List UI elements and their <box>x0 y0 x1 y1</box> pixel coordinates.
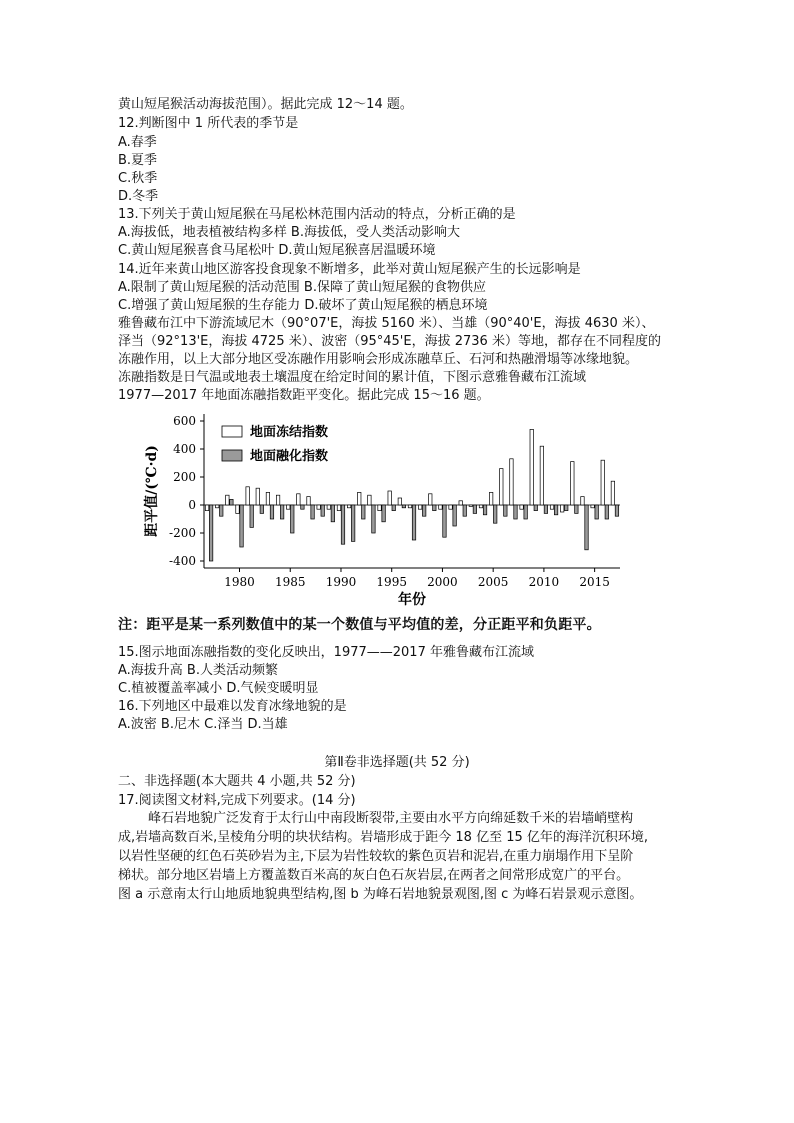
freeze-thaw-chart <box>140 408 630 606</box>
freeze-index-bar <box>520 505 523 509</box>
thaw-index-bar <box>341 505 344 544</box>
passage-line: 1977—2017 年地面冻融指数距平变化。据此完成 15～16 题。 <box>118 388 490 403</box>
thaw-index-bar <box>270 505 273 519</box>
legend-swatch-freeze <box>222 426 242 437</box>
x-axis-label: 年份 <box>398 592 426 606</box>
thaw-index-bar <box>372 505 375 533</box>
freeze-index-bar <box>388 491 391 505</box>
thaw-index-bar <box>209 505 212 561</box>
freeze-index-bar <box>378 505 381 511</box>
x-tick-label: 2015 <box>579 575 610 589</box>
thaw-index-bar <box>544 505 547 513</box>
freeze-index-bar <box>469 505 472 506</box>
thaw-index-bar <box>493 505 496 523</box>
legend-label: 地面冻结指数 <box>250 425 329 440</box>
thaw-index-bar <box>483 505 486 515</box>
question-17: 17.阅读图文材料,完成下列要求。(14 分) <box>118 793 356 808</box>
freeze-index-bar <box>398 498 401 505</box>
thaw-index-bar <box>514 505 517 519</box>
freeze-index-bar <box>226 495 229 505</box>
options-14-ab: A.限制了黄山短尾猴的活动范围 B.保障了黄山短尾猴的食物供应 <box>118 280 486 295</box>
freeze-index-bar <box>205 505 208 511</box>
thaw-index-bar <box>321 505 324 516</box>
x-tick-label: 1985 <box>274 575 306 589</box>
y-tick-label: -200 <box>169 526 196 540</box>
freeze-index-bar <box>317 505 320 509</box>
x-tick-label: 1980 <box>224 575 255 589</box>
freeze-index-bar <box>439 505 442 509</box>
thaw-index-bar <box>534 505 537 511</box>
freeze-index-bar <box>571 462 574 505</box>
freeze-index-bar <box>540 446 543 505</box>
freeze-index-bar <box>358 492 361 505</box>
option-b: B.夏季 <box>118 153 158 168</box>
freeze-index-bar <box>266 492 269 505</box>
freeze-index-bar <box>550 505 553 509</box>
thaw-index-bar <box>382 505 385 522</box>
thaw-index-bar <box>585 505 588 550</box>
passage-line: 泽当（92°13'E，海拔 4725 米）、波密（95°45'E，海拔 2736 米）等地，都存在不同程度的 <box>118 334 661 349</box>
thaw-index-bar <box>433 505 436 511</box>
freeze-index-bar <box>429 494 432 505</box>
freeze-index-bar <box>611 481 614 505</box>
options-16: A.波密 B.尼木 C.泽当 D.当雄 <box>118 717 288 732</box>
options-15-ab: A.海拔升高 B.人类活动频繁 <box>118 663 278 678</box>
thaw-index-bar <box>291 505 294 533</box>
thaw-index-bar <box>412 505 415 540</box>
y-tick-label: -400 <box>169 554 196 568</box>
y-tick-label: 200 <box>173 470 196 484</box>
x-tick-label: 2010 <box>528 575 560 589</box>
y-tick-label: 600 <box>173 414 196 428</box>
freeze-index-bar <box>256 488 259 505</box>
thaw-index-bar <box>362 505 365 519</box>
thaw-index-bar <box>554 505 557 515</box>
passage-line: 冻融作用，以上大部分地区受冻融作用影响会形成冻融草丘、石河和热融滑塌等冰缘地貌。 <box>118 352 639 367</box>
freeze-index-bar <box>560 505 563 512</box>
thaw-index-bar <box>564 505 567 511</box>
question-14: 14.近年来黄山地区游客投食现象不断增多，此举对黄山短尾猴产生的长远影响是 <box>118 262 581 277</box>
thaw-index-bar <box>402 505 405 508</box>
options-15-cd: C.植被覆盖率减小 D.气候变暖明显 <box>118 681 319 696</box>
freeze-index-bar <box>327 505 330 509</box>
thaw-index-bar <box>250 505 253 527</box>
section-heading: 二、非选择题(本大题共 4 小题,共 52 分) <box>118 774 356 789</box>
freeze-index-bar <box>418 505 421 509</box>
freeze-index-bar <box>286 505 289 509</box>
options-14-cd: C.增强了黄山短尾猴的生存能力 D.破坏了黄山短尾猴的栖息环境 <box>118 298 488 313</box>
freeze-index-bar <box>307 497 310 505</box>
thaw-index-bar <box>524 505 527 519</box>
thaw-index-bar <box>605 505 608 519</box>
thaw-index-bar <box>443 505 446 537</box>
freeze-index-bar <box>337 505 340 511</box>
paragraph-line: 以岩性坚硬的红色石英砂岩为主,下层为岩性较软的紫色页岩和泥岩,在重力崩塌作用下呈阶 <box>118 849 634 864</box>
freeze-index-bar <box>479 505 482 508</box>
x-tick-label: 2005 <box>477 575 509 589</box>
thaw-index-bar <box>240 505 243 547</box>
freeze-index-bar <box>246 487 249 505</box>
option-a: A.春季 <box>118 135 157 150</box>
passage-line: 雅鲁藏布江中下游流域尼木（90°07'E，海拔 5160 米）、当雄（90°40'E，海拔 4630 米）、 <box>118 316 655 331</box>
x-tick-label: 2000 <box>427 575 458 589</box>
x-tick-label: 1995 <box>376 575 407 589</box>
thaw-index-bar <box>615 505 618 516</box>
question-13: 13.下列关于黄山短尾猴在马尾松林范围内活动的特点，分析正确的是 <box>118 207 516 222</box>
legend-label: 地面融化指数 <box>250 449 329 464</box>
thaw-index-bar <box>463 505 466 516</box>
thaw-index-bar <box>595 505 598 519</box>
freeze-index-bar <box>601 460 604 505</box>
option-c: C.秋季 <box>118 171 158 186</box>
thaw-index-bar <box>331 505 334 522</box>
freeze-index-bar <box>276 495 279 505</box>
thaw-index-bar <box>504 505 507 516</box>
freeze-index-bar <box>581 497 584 505</box>
freeze-index-bar <box>510 459 513 505</box>
thaw-index-bar <box>392 505 395 511</box>
passage-line: 冻融指数是日气温或地表土壤温度在给定时间的累计值，下图示意雅鲁藏布江流域 <box>118 370 587 385</box>
freeze-index-bar <box>500 469 503 505</box>
section-title: 第Ⅱ卷非选择题(共 52 分) <box>324 755 470 770</box>
y-axis-label: 距平值/(℃·d) <box>144 445 160 537</box>
freeze-index-bar <box>530 429 533 505</box>
question-16: 16.下列地区中最难以发育冰缘地貌的是 <box>118 699 347 714</box>
chart-note: 注：距平是某一系列数值中的某一个数值与平均值的差，分正距平和负距平。 <box>118 617 601 633</box>
legend-swatch-thaw <box>222 450 242 461</box>
thaw-index-bar <box>220 505 223 516</box>
thaw-index-bar <box>230 499 233 505</box>
freeze-index-bar <box>449 505 452 509</box>
question-15: 15.图示地面冻融指数的变化反映出，1977——2017 年雅鲁藏布江流域 <box>118 645 534 660</box>
thaw-index-bar <box>473 505 476 513</box>
thaw-index-bar <box>280 505 283 519</box>
freeze-index-bar <box>215 505 218 508</box>
freeze-index-bar <box>408 505 411 508</box>
y-tick-label: 400 <box>173 442 196 456</box>
thaw-index-bar <box>351 505 354 541</box>
paragraph-line: 成,岩墙高数百米,呈棱角分明的块状结构。岩墙形成于距今 18 亿至 15 亿年的海洋沉积环境, <box>118 830 649 845</box>
freeze-index-bar <box>347 505 350 508</box>
y-tick-label: 0 <box>188 498 196 512</box>
freeze-index-bar <box>297 494 300 505</box>
thaw-index-bar <box>311 505 314 519</box>
freeze-index-bar <box>236 505 239 513</box>
x-tick-label: 1990 <box>325 575 357 589</box>
freeze-index-bar <box>459 501 462 505</box>
freeze-index-bar <box>368 495 371 505</box>
freeze-index-bar <box>591 505 594 508</box>
thaw-index-bar <box>453 505 456 526</box>
options-13-ab: A.海拔低，地表植被结构多样 B.海拔低，受人类活动影响大 <box>118 225 460 240</box>
text-line: 黄山短尾猴活动海拔范围）。据此完成 12～14 题。 <box>118 97 413 112</box>
thaw-index-bar <box>301 505 304 509</box>
paragraph-line: 图 a 示意南太行山地质地貌典型结构,图 b 为峰石岩地貌景观图,图 c 为峰石岩景观示意图。 <box>118 887 643 902</box>
thaw-index-bar <box>260 505 263 513</box>
thaw-index-bar <box>422 505 425 516</box>
thaw-index-bar <box>575 505 578 513</box>
paragraph-line: 峰石岩地貌广泛发育于太行山中南段断裂带,主要由水平方向绵延数千米的岩墙峭壁构 <box>148 811 634 826</box>
paragraph-line: 梯状。部分地区岩墙上方覆盖数百米高的灰白色石灰岩层,在两者之间常形成宽广的平台。 <box>118 868 630 883</box>
option-d: D.冬季 <box>118 189 159 204</box>
freeze-index-bar <box>489 492 492 505</box>
question-12: 12.判断图中 1 所代表的季节是 <box>118 116 299 131</box>
options-13-cd: C.黄山短尾猴喜食马尾松叶 D.黄山短尾猴喜居温暖环境 <box>118 243 436 258</box>
